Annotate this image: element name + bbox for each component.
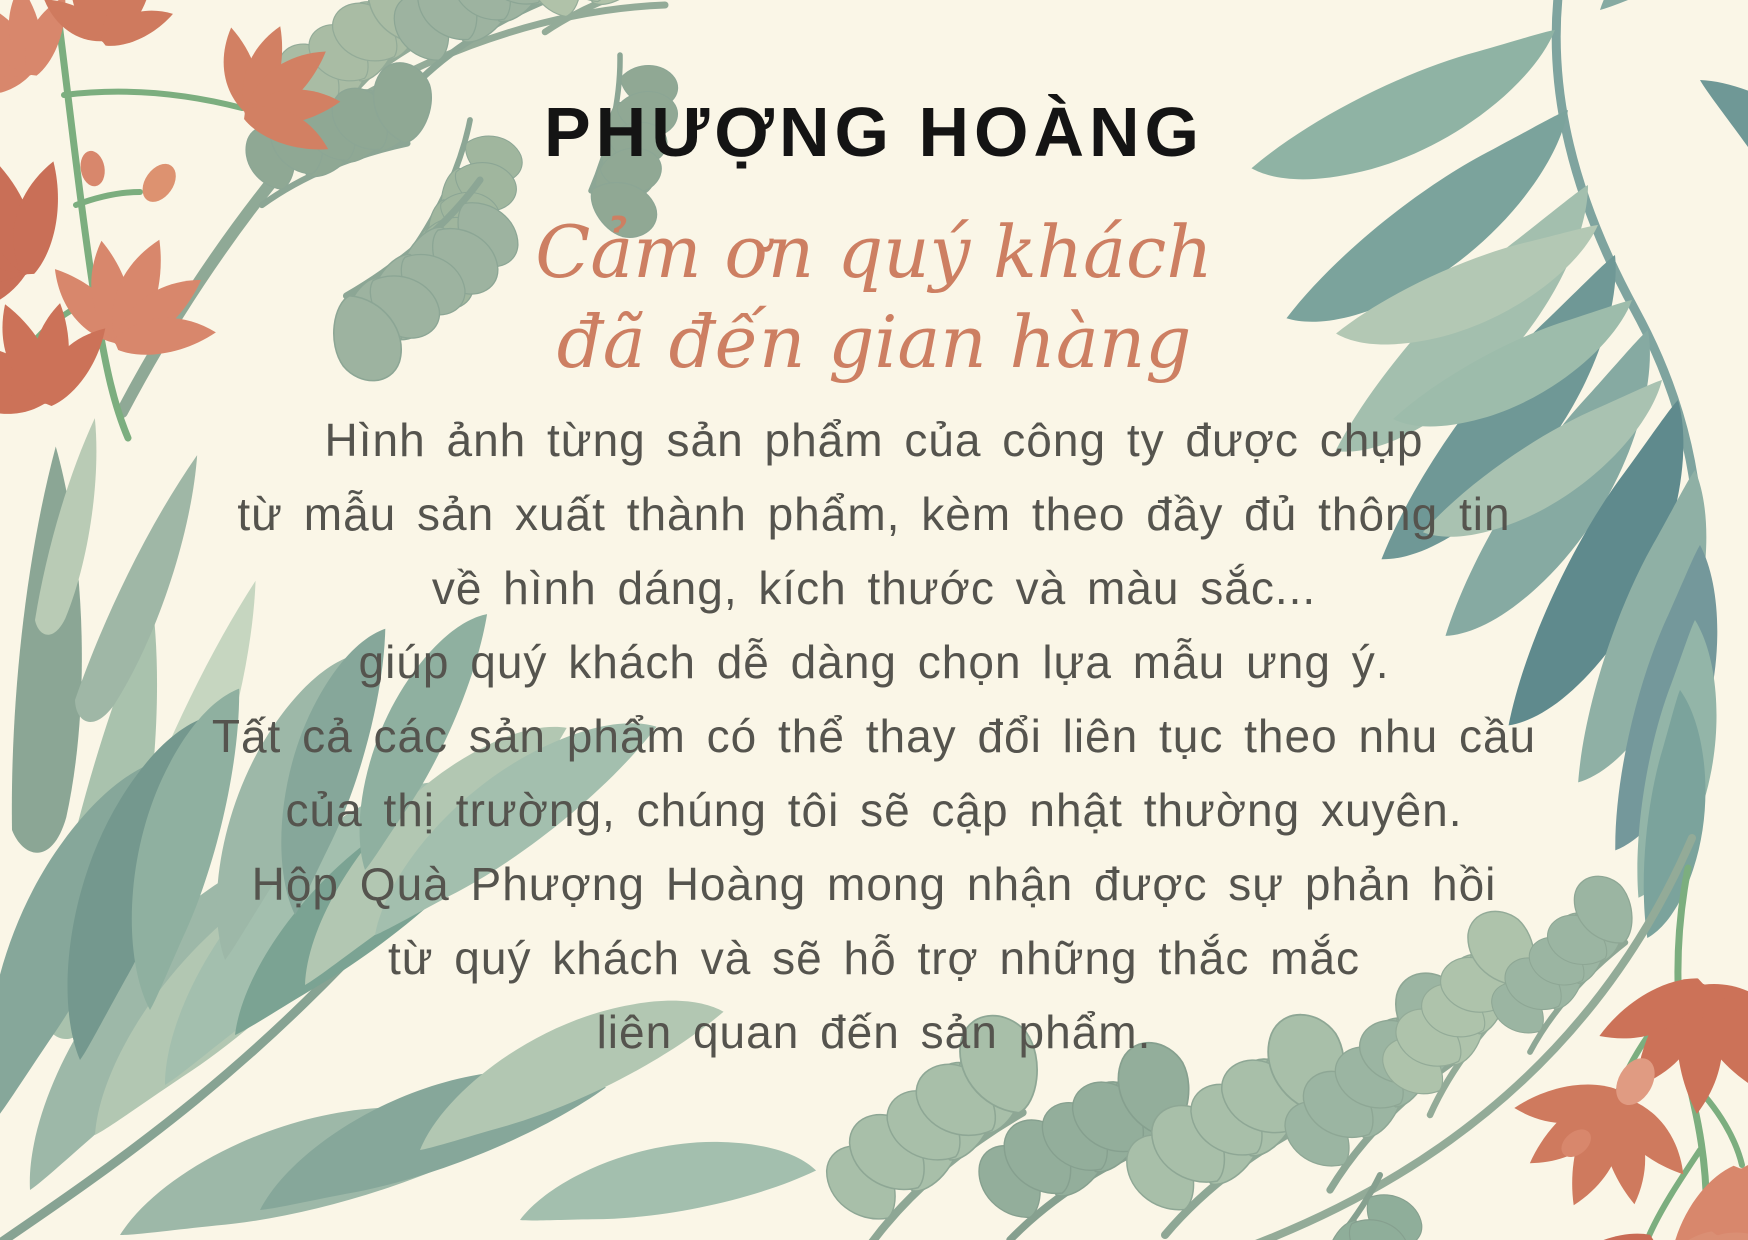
greeting-line-2: đã đến gian hàng	[556, 300, 1192, 384]
body-line: từ mẫu sản xuất thành phẩm, kèm theo đầy đủ thông tin	[237, 488, 1511, 540]
body-line: Hình ảnh từng sản phẩm của công ty được chụp	[324, 414, 1424, 466]
body-line: từ quý khách và sẽ hỗ trợ những thắc mắc	[387, 932, 1361, 984]
body-paragraph	[0, 403, 1748, 1069]
greeting-line-1: Cảm ơn quý khách	[535, 210, 1213, 294]
greeting-script	[0, 207, 1748, 387]
brand-title: PHƯỢNG HOÀNG	[543, 93, 1205, 171]
body-line: giúp quý khách dễ dàng chọn lựa mẫu ưng ý.	[358, 636, 1390, 688]
body-line: của thị trường, chúng tôi sẽ cập nhật thường xuyên.	[285, 784, 1463, 836]
body-line: về hình dáng, kích thước và màu sắc...	[431, 562, 1317, 614]
body-line: Hộp Quà Phượng Hoàng mong nhận được sự phản hồi	[251, 858, 1497, 910]
body-line: liên quan đến sản phẩm.	[596, 1006, 1152, 1058]
body-line: Tất cả các sản phẩm có thể thay đổi liên tục theo nhu cầu	[211, 710, 1537, 762]
